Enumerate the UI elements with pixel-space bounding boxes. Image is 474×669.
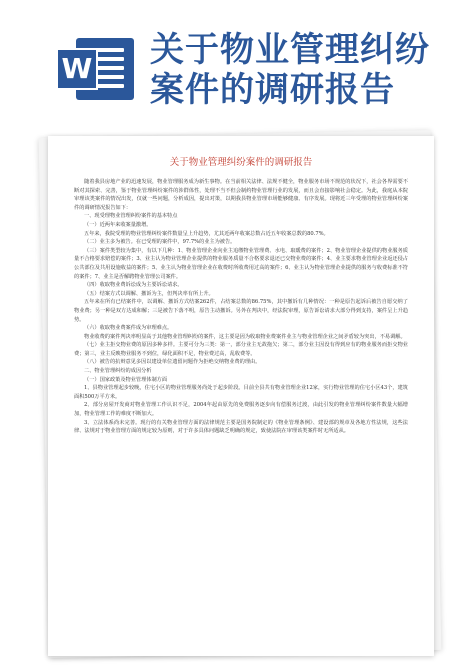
document-paragraph: （三）案件类型较为集中，有以下几种：1、物业管理企业向业主追缴物业管理费、水电、取暖费的案件；2、物业管理企业提供的物业服务质量不合格要求赔偿的案件；3、业主认为物业管理企业提供的物业服务质量不合格要求退还已交物业费的案件；4、业主要求物业管理企业返还侵占公共部位及共用设施收益的案件；5、业主认为物业管理企业在收费时所收费用过高的案件；6、业主认为物业管理企业提供的服务与收费标准不符的案件；7、业主是否解聘物业管理公司案件。 [74, 247, 408, 280]
document-paragraph: 物业收费的案件判决率明显高于其他物业管理纠纷的案件，这主要是因为收取物业费案件业主与物业管理企业之间矛盾较为突出，不易调解。 [84, 333, 406, 340]
document-paragraph: 五年来，我院受理的物业管理纠纷案件数量呈上升趋势，尤其近两年收案总数占近五年收案总数的80.7%。 [84, 230, 329, 237]
page-title-line2: 案件的调研报告 [150, 70, 395, 110]
document-paragraph: 3、立法体系尚未完善。现行的有关物业管理方面的法律规范主要是国务院制定的《物业管理条例》、建设部的规章及各地方性法规，这些法律、法规对于物业管理方面的规定较为原则，对于许多具体问题缺乏明确的规定，致使法院在审理该类案件时无所适从。 [74, 419, 408, 435]
document-paragraph: （一）近两年来收案量激增。 [84, 221, 152, 228]
document-paragraph: （五）结案方式以调解、撤诉为主，但判决率有所上升。 [84, 290, 214, 297]
document-paragraph: （七）业主拒交物业费的原因多种多样。主要可分为三类：第一，部分业主无故拖欠；第二，部分业主因没有得到应有的物业服务而拒交物业费；第三，业主反映物业服务不到位，绿化面积不足，物业费过高，乱收费等。 [74, 342, 408, 357]
document-paragraph: （一）国家政策及物业管理体制方面 [84, 376, 168, 383]
document-section-heading: 一、现受理物业管理纠纷案件的基本特点 [84, 213, 178, 220]
document-paragraph: （二）业主多为被告。在已受理的案件中，97.7%的业主为被告。 [84, 239, 236, 246]
document-paragraph: 五年来在所有已结案件中，以调解、撤诉方式结案262件，占结案总数的86.75%，其中撤诉有几种情况：一种是原告起诉后被告自愿交纳了物业费；另一种是双方达成和解；三是被告下落不明，原告主动撤诉。另外在判决中，经法院审理，原告诉讼请求大部分得到支持，案件呈上升趋势。 [74, 299, 408, 323]
document-title: 关于物业管理纠纷案件的调研报告 [169, 157, 313, 168]
document-body [74, 156, 408, 436]
page-title [150, 30, 470, 110]
page-title-line1: 关于物业管理纠纷 [150, 30, 430, 70]
page-header [0, 0, 474, 120]
document-paragraph: 1、县物业管理起步较晚，住宅小区的物业管理服务尚处于起步阶段。目前全县共有物业管理企业12家，实行物业管理的住宅小区43个，建筑面积500万平方米。 [74, 385, 408, 400]
document-paragraph: （八）被告的抗辩意见多因以建设单位遗留问题作为拒绝交纳物业费的理由。 [84, 359, 261, 366]
document-preview[interactable] [48, 136, 434, 656]
document-paragraph: （四）收取物业费诉讼成为主要诉讼请求。 [84, 282, 183, 289]
document-section-heading: 二、物业管理纠纷的成因分析 [84, 368, 152, 375]
word-document-icon [56, 38, 134, 100]
document-paragraph: 2、部分房屋开发商对物业管理工作认识不足，2004年起由原先的免费服务逐步向有偿服务过渡，由此引发的物业管理纠纷案件数量大幅增加，物业管理工作的难度不断加大。 [74, 402, 408, 418]
word-icon-letter: W [56, 48, 98, 90]
document-paragraph: 随着我县房地产业的迅速发展，物业管理服务成为新生事物。在当前相关法律、法规不健全，物业服务市场不规范的状况下，社会各界需要不断对其探索、完善，鉴于物业管理纠纷案件的涉群体性，处理不当不但会制约物业管理行业的发展，而且会直接影响社会稳定。为此，我庭从本院审理该类案件的情况出发，仅就一些问题，分析成因，提出对策，以期我县物业管理市场能够健康、有序发展。现将近三年受理的物业管理纠纷案件的调研情况报告如下： [74, 179, 408, 211]
document-paragraph: （六）收取物业费案件成为审理难点。 [84, 325, 173, 332]
